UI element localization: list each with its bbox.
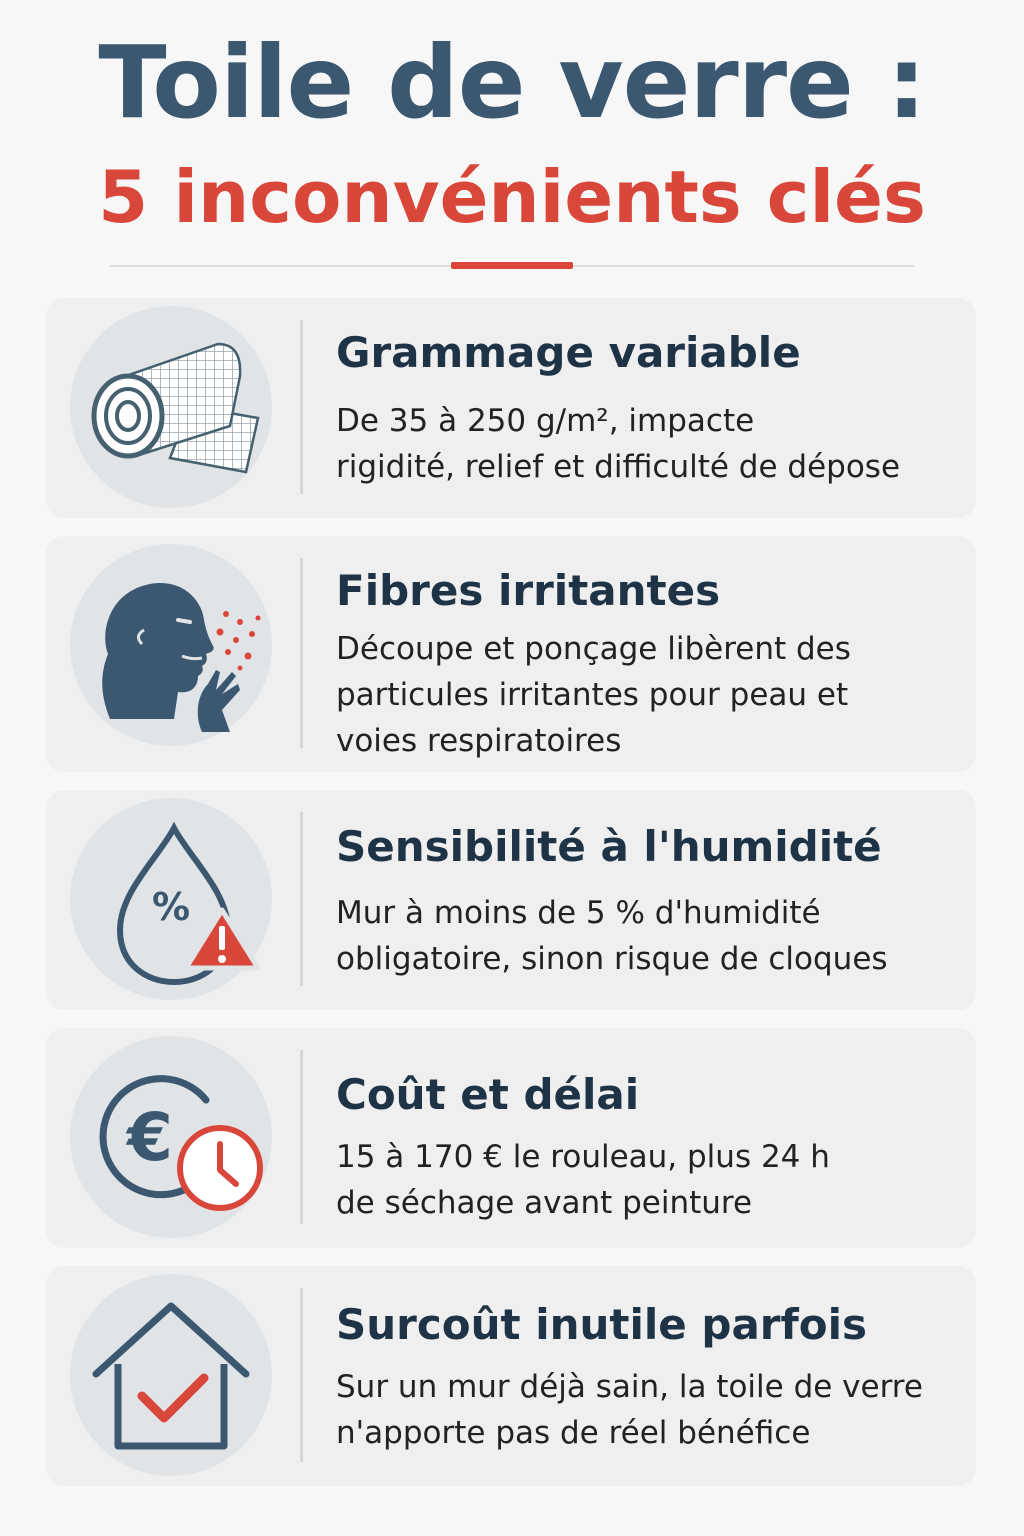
- card-divider: [300, 1050, 303, 1224]
- card-description: Découpe et ponçage libèrent des particules irritantes pour peau et voies respiratoires: [336, 631, 851, 759]
- card-divider: [300, 1288, 303, 1462]
- humidity-warning-icon: [70, 798, 272, 1000]
- svg-text:€: €: [127, 1099, 173, 1176]
- card-grammage: [46, 298, 976, 518]
- card-title: Grammage variable: [336, 328, 801, 377]
- card-divider: [300, 558, 303, 748]
- card-title: Fibres irritantes: [336, 566, 721, 615]
- card-description: Mur à moins de 5 % d'humidité obligatoire, sinon risque de cloques: [336, 895, 888, 977]
- card-surcout: [46, 1266, 976, 1486]
- person-irritation-icon: [70, 544, 272, 746]
- card-description: Sur un mur déjà sain, la toile de verre n'apporte pas de réel bénéfice: [336, 1369, 923, 1451]
- page-subtitle: 5 inconvénients clés: [98, 155, 926, 239]
- card-title: Coût et délai: [336, 1070, 640, 1119]
- fiberglass-roll-icon: [70, 306, 272, 508]
- euro-clock-icon: [70, 1036, 272, 1238]
- card-divider: [300, 320, 303, 494]
- page-title: Toile de verre :: [98, 24, 926, 141]
- card-description: De 35 à 250 g/m², impacte rigidité, relief et difficulté de dépose: [336, 403, 901, 485]
- card-divider: [300, 812, 303, 986]
- card-description: 15 à 170 € le rouleau, plus 24 h de séchage avant peinture: [336, 1139, 830, 1221]
- card-title: Sensibilité à l'humidité: [336, 822, 882, 871]
- card-humidite: [46, 790, 976, 1010]
- card-cout: [46, 1028, 976, 1248]
- svg-text:%: %: [151, 885, 191, 929]
- card-title: Surcoût inutile parfois: [336, 1300, 868, 1349]
- card-fibres: [46, 536, 976, 772]
- house-check-icon: [70, 1274, 272, 1476]
- header-divider-accent: [451, 262, 573, 269]
